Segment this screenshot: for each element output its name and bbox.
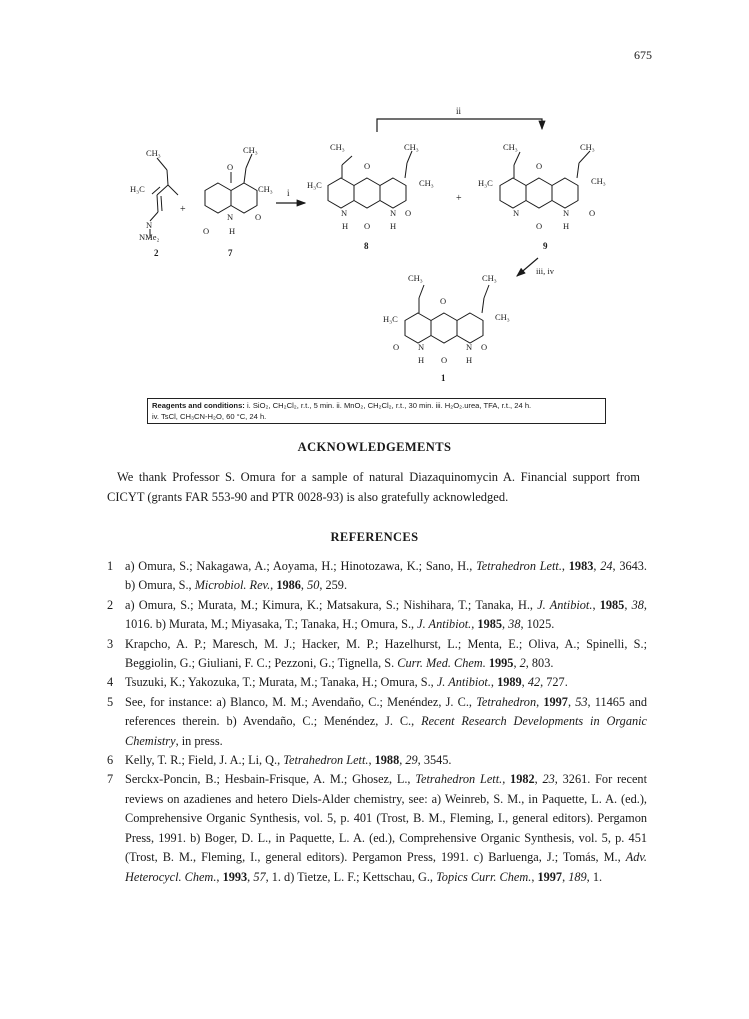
c9-o-top: O <box>536 161 543 171</box>
reference-text: a) Omura, S.; Murata, M.; Kimura, K.; Matsakura, S.; Nishihara, T.; Tanaka, H., <box>125 597 538 612</box>
c9-ch3-side: CH₃ <box>591 176 606 186</box>
reference-item <box>107 635 647 674</box>
reference-text: , 803. <box>525 656 554 671</box>
reference-text: Recent Research Developments in Organic Chemistry <box>125 714 647 748</box>
c1-o-right: O <box>481 342 488 352</box>
step-label-i: i <box>287 188 290 198</box>
reference-text: , <box>624 597 632 612</box>
c8-n1: N <box>341 208 348 218</box>
step-label-iii-iv: iii, iv <box>536 266 554 276</box>
reference-number: 7 <box>107 772 114 787</box>
reference-text: , 1. d) Tietze, L. F.; Kettschau, G., <box>265 869 437 884</box>
reference-text: J. Antibiot. <box>537 597 593 612</box>
reference-text: , <box>521 675 528 690</box>
c8-ch3-side: CH₃ <box>419 178 434 188</box>
reference-text: 1997 <box>537 869 563 884</box>
reference-text: , <box>270 578 277 593</box>
reference-text: Tetrahedron Lett. <box>283 753 369 768</box>
c7-n: N <box>227 212 234 222</box>
reference-text: Tetrahedron Lett. <box>476 559 562 573</box>
reference-text: 1982 <box>510 772 535 787</box>
reference-text: 1988 <box>374 753 400 768</box>
reference-text: Adv. Heterocycl. Chem. <box>125 850 647 884</box>
c2-h3c: H₃C <box>130 184 145 194</box>
reaction-scheme <box>0 0 749 400</box>
compound-2-structure <box>150 158 178 238</box>
arrow-ii <box>377 106 542 132</box>
reference-text: , <box>562 869 569 884</box>
c9-h: H <box>563 221 570 231</box>
reference-text: , 727. <box>540 675 568 690</box>
reference-text: J. Antibiot. <box>417 617 472 632</box>
reference-item <box>107 557 647 596</box>
reference-text: , 3643. b) Omura, S., <box>125 559 647 593</box>
arrow-iii-iv <box>517 258 555 276</box>
reference-text: , <box>513 656 520 671</box>
reference-text: Curr. Med. Chem. <box>397 656 486 671</box>
reference-item <box>107 751 647 770</box>
references-heading: REFERENCES <box>330 530 419 544</box>
c7-ch3-top: CH₃ <box>243 145 258 155</box>
compound-9-label: 9 <box>543 241 548 251</box>
reference-text: , 259. <box>319 578 348 593</box>
reference-text: J. Antibiot. <box>436 675 491 690</box>
reference-list <box>107 557 647 887</box>
reference-text: See, for instance: a) Blanco, M. M.; Avendaño, C.; Menéndez, J. C., <box>125 694 477 709</box>
c8-h2: H <box>390 221 397 231</box>
reference-text: 29 <box>405 753 418 768</box>
c1-ch3-left: CH₃ <box>408 273 423 283</box>
c8-ch3-right: CH₃ <box>404 142 419 152</box>
c2-nme2: NMe₂ <box>139 232 160 242</box>
compound-9-structure <box>500 151 590 208</box>
reagents-box <box>147 398 606 424</box>
plus-2: + <box>456 193 462 204</box>
reference-number: 6 <box>107 753 114 768</box>
reference-text: , <box>534 772 543 787</box>
reference-text: 1986 <box>276 578 301 593</box>
reference-text: 1985 <box>477 617 503 632</box>
c7-o-right: O <box>255 212 262 222</box>
reference-text: , 1016. b) Murata, M.; Miyasaka, T.; Tanaka, H.; Omura, S., <box>125 597 647 632</box>
acknowledgements-text: We thank Professor S. Omura for a sample of natural Diazaquinomycin A. Financial support from CICYT (grants FAR 553-90 and PTR 0028-93) is also gratefully acknowledged. <box>107 470 640 504</box>
c8-o-bottom: O <box>364 221 371 231</box>
reference-text: , in press. <box>175 733 223 748</box>
reference-text: a) Omura, S.; Nakagawa, A.; Aoyama, H.; Hinotozawa, K.; Sano, H., <box>125 559 477 573</box>
reference-item <box>107 770 647 886</box>
reference-text: , <box>567 694 576 709</box>
c8-ch3-left: CH₃ <box>330 142 345 152</box>
reference-text: Kelly, T. R.; Field, J. A.; Li, Q., <box>125 753 284 768</box>
reference-text: , <box>502 617 509 632</box>
reference-text: , <box>490 675 498 690</box>
reference-text: 38 <box>631 597 644 612</box>
reference-text: , <box>531 869 538 884</box>
reference-text: 42 <box>527 675 541 690</box>
reference-text: 50 <box>307 578 320 593</box>
c9-h3c: H₃C <box>478 178 493 188</box>
reference-text: 1985 <box>599 597 625 612</box>
c1-ch3-side: CH₃ <box>495 312 510 322</box>
reference-text: , <box>561 559 569 573</box>
reference-text: , <box>592 597 600 612</box>
reference-text: 1995 <box>488 656 514 671</box>
c1-h1: H <box>418 355 425 365</box>
reference-text: Tetrahedron Lett. <box>415 772 503 787</box>
reference-text: Tetrahedron <box>476 694 537 709</box>
reference-number: 4 <box>107 675 114 690</box>
c8-n2: N <box>390 208 397 218</box>
c2-n: N <box>146 220 153 230</box>
reference-text: 1983 <box>568 559 594 573</box>
c1-o-bottom: O <box>441 355 448 365</box>
reference-text: , 3261. For recent reviews on azadienes and hetero Diels-Alder chemistry, see: a) Weinreb, S. M., in Paquette, L. A. (ed.), Comprehensive Organic Synthesis, vol. 5, p. 401 (Trost, B. M., Fleming, I., general editors). Pergamon Press, 1991. b) Boger, D. L., in Paquette, L. A. (ed.), Comprehensive Organic Synthesis, vol. 5, p. 451 (Trost, B. M., Fleming, I., general editors). Pergamon Press, 1991. c) Barluenga, J.; Tomás, M., <box>125 772 647 865</box>
c1-o-left: O <box>393 342 400 352</box>
reference-text: Microbiol. Rev. <box>194 578 271 593</box>
reference-text: 24 <box>600 559 613 573</box>
plus-1: + <box>180 204 186 215</box>
reference-text: , <box>300 578 308 593</box>
reference-item <box>107 693 647 751</box>
compound-2-label: 2 <box>154 248 159 258</box>
c1-h2: H <box>466 355 473 365</box>
reference-text: , 11465 and references therein. b) Avendaño, C.; Menéndez, J. C., <box>125 694 647 729</box>
reference-item <box>107 673 647 692</box>
reference-text: , <box>536 694 544 709</box>
c9-n2: N <box>563 208 570 218</box>
reference-text: 1989 <box>497 675 522 690</box>
c8-o-right: O <box>405 208 412 218</box>
c7-o-top: O <box>227 162 234 172</box>
c7-o-bottom: O <box>203 226 210 236</box>
compound-8-structure <box>328 151 412 208</box>
reference-number: 2 <box>107 597 114 612</box>
compound-8-label: 8 <box>364 241 369 251</box>
compound-7-label: 7 <box>228 248 233 258</box>
reference-text: , <box>502 772 511 787</box>
c7-ch3-right: CH₃ <box>258 184 273 194</box>
reference-text: , 1. <box>586 869 603 884</box>
reference-text: , <box>368 753 375 768</box>
reference-number: 3 <box>107 636 114 651</box>
reference-text: Serckx-Poncin, B.; Hesbain-Frisque, A. M.; Ghosez, L., <box>125 772 416 787</box>
c1-n1: N <box>418 342 425 352</box>
c9-ch3-right: CH₃ <box>580 142 595 152</box>
c1-o-top: O <box>440 296 447 306</box>
reference-text: , 1025. <box>520 617 555 632</box>
reference-text: 23 <box>542 772 555 787</box>
c2-ch3: CH₃ <box>146 148 161 158</box>
page-number: 675 <box>634 48 652 62</box>
reference-text: , <box>593 559 601 573</box>
reference-text: 38 <box>508 617 521 632</box>
step-label-ii: ii <box>456 106 462 116</box>
reference-item <box>107 596 647 635</box>
reference-text: , <box>471 617 478 632</box>
reagents-heading: Reagents and conditions: <box>152 401 245 410</box>
reference-text: , <box>216 869 223 884</box>
reference-text: Krapcho, A. P.; Maresch, M. J.; Hacker, M. P.; Hazelhurst, L.; Menta, E.; Oliva, A.; Spinelli, S.; Beggiolin, G.; Giuliani, F. C.; Pezzoni, G.; Tignella, S. <box>125 636 647 671</box>
reference-text: Tsuzuki, K.; Yakozuka, T.; Murata, M.; Tanaka, H.; Omura, S., <box>125 675 437 690</box>
c9-n1: N <box>513 208 520 218</box>
reference-text: , <box>247 869 254 884</box>
arrow-i <box>276 188 305 203</box>
reference-text: Topics Curr. Chem. <box>436 869 532 884</box>
compound-1-structure <box>405 285 489 343</box>
reference-number: 1 <box>107 559 114 573</box>
c9-ch3-left: CH₃ <box>503 142 518 152</box>
acknowledgements-heading: ACKNOWLEDGEMENTS <box>297 440 452 454</box>
c8-h3c: H₃C <box>307 180 322 190</box>
reagents-line1: i. SiO₂, CH₂Cl₂, r.t., 5 min. ii. MnO₂, CH₂Cl₂, r.t., 30 min. iii. H₂O₂.urea, TFA, r.t., 24 h. <box>244 401 532 410</box>
reference-text: 53 <box>575 694 588 709</box>
reference-text: 1997 <box>543 694 568 709</box>
c1-n2: N <box>466 342 473 352</box>
reference-text: 1993 <box>222 869 248 884</box>
reference-text: , 3545. <box>417 753 452 768</box>
reference-text: 57 <box>253 869 266 884</box>
c1-ch3-right: CH₃ <box>482 273 497 283</box>
c9-o-bottom: O <box>536 221 543 231</box>
reference-text: 189 <box>568 869 587 884</box>
reference-text: 2 <box>519 656 526 671</box>
c8-o-top: O <box>364 161 371 171</box>
reference-number: 5 <box>107 694 114 709</box>
reference-text: , <box>399 753 406 768</box>
reagents-line2: iv. TsCl, CH₃CN-H₂O, 60 °C, 24 h. <box>152 412 267 421</box>
c9-o-right: O <box>589 208 596 218</box>
c7-h: H <box>229 226 236 236</box>
c1-h3c: H₃C <box>383 314 398 324</box>
c8-h1: H <box>342 221 349 231</box>
compound-1-label: 1 <box>441 373 446 383</box>
